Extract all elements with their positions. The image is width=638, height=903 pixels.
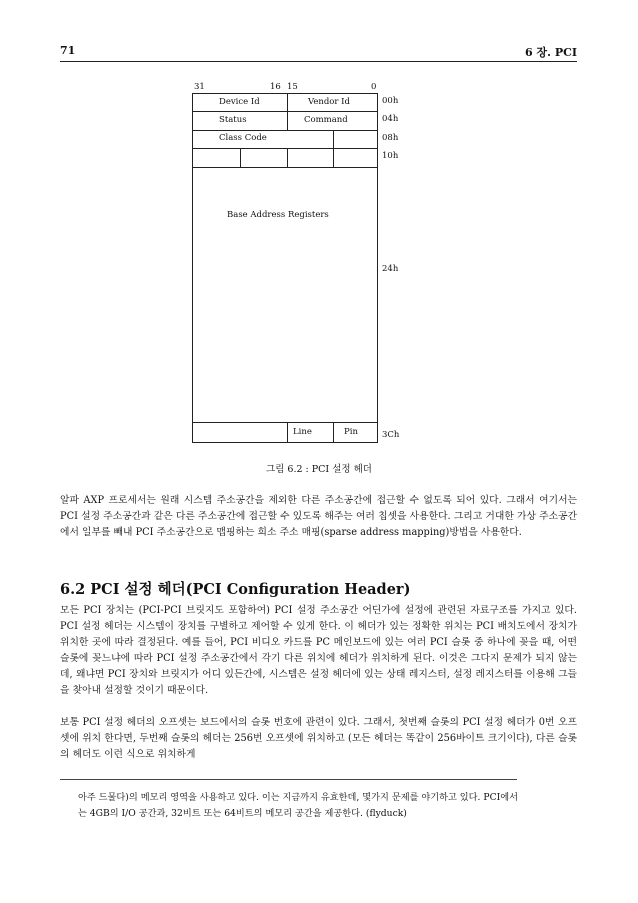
- footnote: 아주 드물다)의 메모리 영역을 사용하고 있다. 이는 지금까지 유효한데, 몇가지 문제를 야기하고 있다. PCI에서는 4GB의 I/O 공간과, 32비트 또는 64비트의 메모리 공간을 제공한다. (flyduck): [78, 792, 518, 819]
- paragraph-config-header: 모든 PCI 장치는 (PCI-PCI 브릿지도 포함하여) PCI 설정 주소공간 어딘가에 설정에 관련된 자료구조를 가지고 있다. PCI 설정 헤더는 시스템이 장치를 구별하고 제어할 수 있게 한다. 이 헤더가 있는 정확한 위치는 PCI 배치도에서 장치가 위치한 곳에 따라 결정된다. 예를 들어, PCI 비디오 카드를 PC 메인보드에 있는 여러 PCI 슬롯 중 하나에 꽂을 때, 어떤 슬롯에 꽂느냐에 따라 PCI 설정 주소공간에서 각기 다른 위치에 헤더가 위치하게 된다. 이것은 그다지 문제가 되지 않는데, 왜냐면 PCI 장치와 브릿지가 어디 있든간에, 시스템은 설정 헤더에 있는 상태 레지스터, 설정 레지스터를 이용해 그들을 찾아내 설정할 것이기 때문이다.: [60, 605, 577, 696]
- field-vendor-id: Vendor Id: [308, 97, 350, 107]
- row-divider: [193, 167, 377, 168]
- field-class-code: Class Code: [219, 133, 267, 143]
- bit-label-15: 15: [287, 82, 298, 92]
- figure-caption: 그림 6.2 : PCI 설정 헤더: [266, 464, 372, 475]
- column-divider: [287, 94, 288, 130]
- chapter-title: 6 장. PCI: [525, 46, 577, 59]
- row-divider: [193, 148, 377, 149]
- column-divider: [333, 422, 334, 443]
- page-number: 71: [60, 44, 76, 57]
- config-header-diagram: [192, 93, 378, 443]
- section-heading: 6.2 PCI 설정 헤더(PCI Configuration Header): [60, 581, 411, 598]
- column-divider: [287, 148, 288, 167]
- column-divider: [240, 148, 241, 167]
- offset-3ch: 3Ch: [382, 430, 400, 440]
- row-divider: [193, 111, 377, 112]
- field-line: Line: [293, 427, 312, 437]
- field-device-id: Device Id: [219, 97, 260, 107]
- offset-24h: 24h: [382, 264, 399, 274]
- header-rule: [60, 61, 577, 62]
- offset-04h: 04h: [382, 114, 399, 124]
- paragraph-sparse-mapping: 알파 AXP 프로세서는 원래 시스템 주소공간을 제외한 다른 주소공간에 접근할 수 없도록 되어 있다. 그래서 여기서는 PCI 설정 주소공간과 같은 다른 주소공간에 접근할 수 있도록 해주는 여러 칩셋을 사용한다. 그리고 거대한 가상 주소공간에서 일부를 빼내 PCI 주소공간으로 맵핑하는 희소 주소 매핑(sparse address mapping)방법을 사용한다.: [60, 495, 577, 538]
- offset-08h: 08h: [382, 133, 399, 143]
- offset-00h: 00h: [382, 96, 399, 106]
- field-command: Command: [304, 115, 348, 125]
- footnote-rule: [60, 779, 517, 780]
- column-divider: [333, 130, 334, 167]
- field-status: Status: [219, 115, 247, 125]
- field-base-address-registers: Base Address Registers: [227, 210, 329, 220]
- offset-10h: 10h: [382, 151, 399, 161]
- bit-label-16: 16: [270, 82, 281, 92]
- field-pin: Pin: [344, 427, 358, 437]
- bit-label-31: 31: [194, 82, 205, 92]
- column-divider: [287, 422, 288, 443]
- bit-label-0: 0: [371, 82, 377, 92]
- row-divider: [193, 422, 377, 423]
- paragraph-slot-offset: 보통 PCI 설정 헤더의 오프셋는 보드에서의 슬롯 번호에 관련이 있다. 그래서, 첫번째 슬롯의 PCI 설정 헤더가 0번 오프셋에 위치 한다면, 두번째 슬롯의 헤더는 256번 오프셋에 위치하고 (모든 헤더는 똑같이 256바이트 크기이다), 다른 슬롯의 헤더도 이런 식으로 위치하게: [60, 717, 577, 760]
- row-divider: [193, 130, 377, 131]
